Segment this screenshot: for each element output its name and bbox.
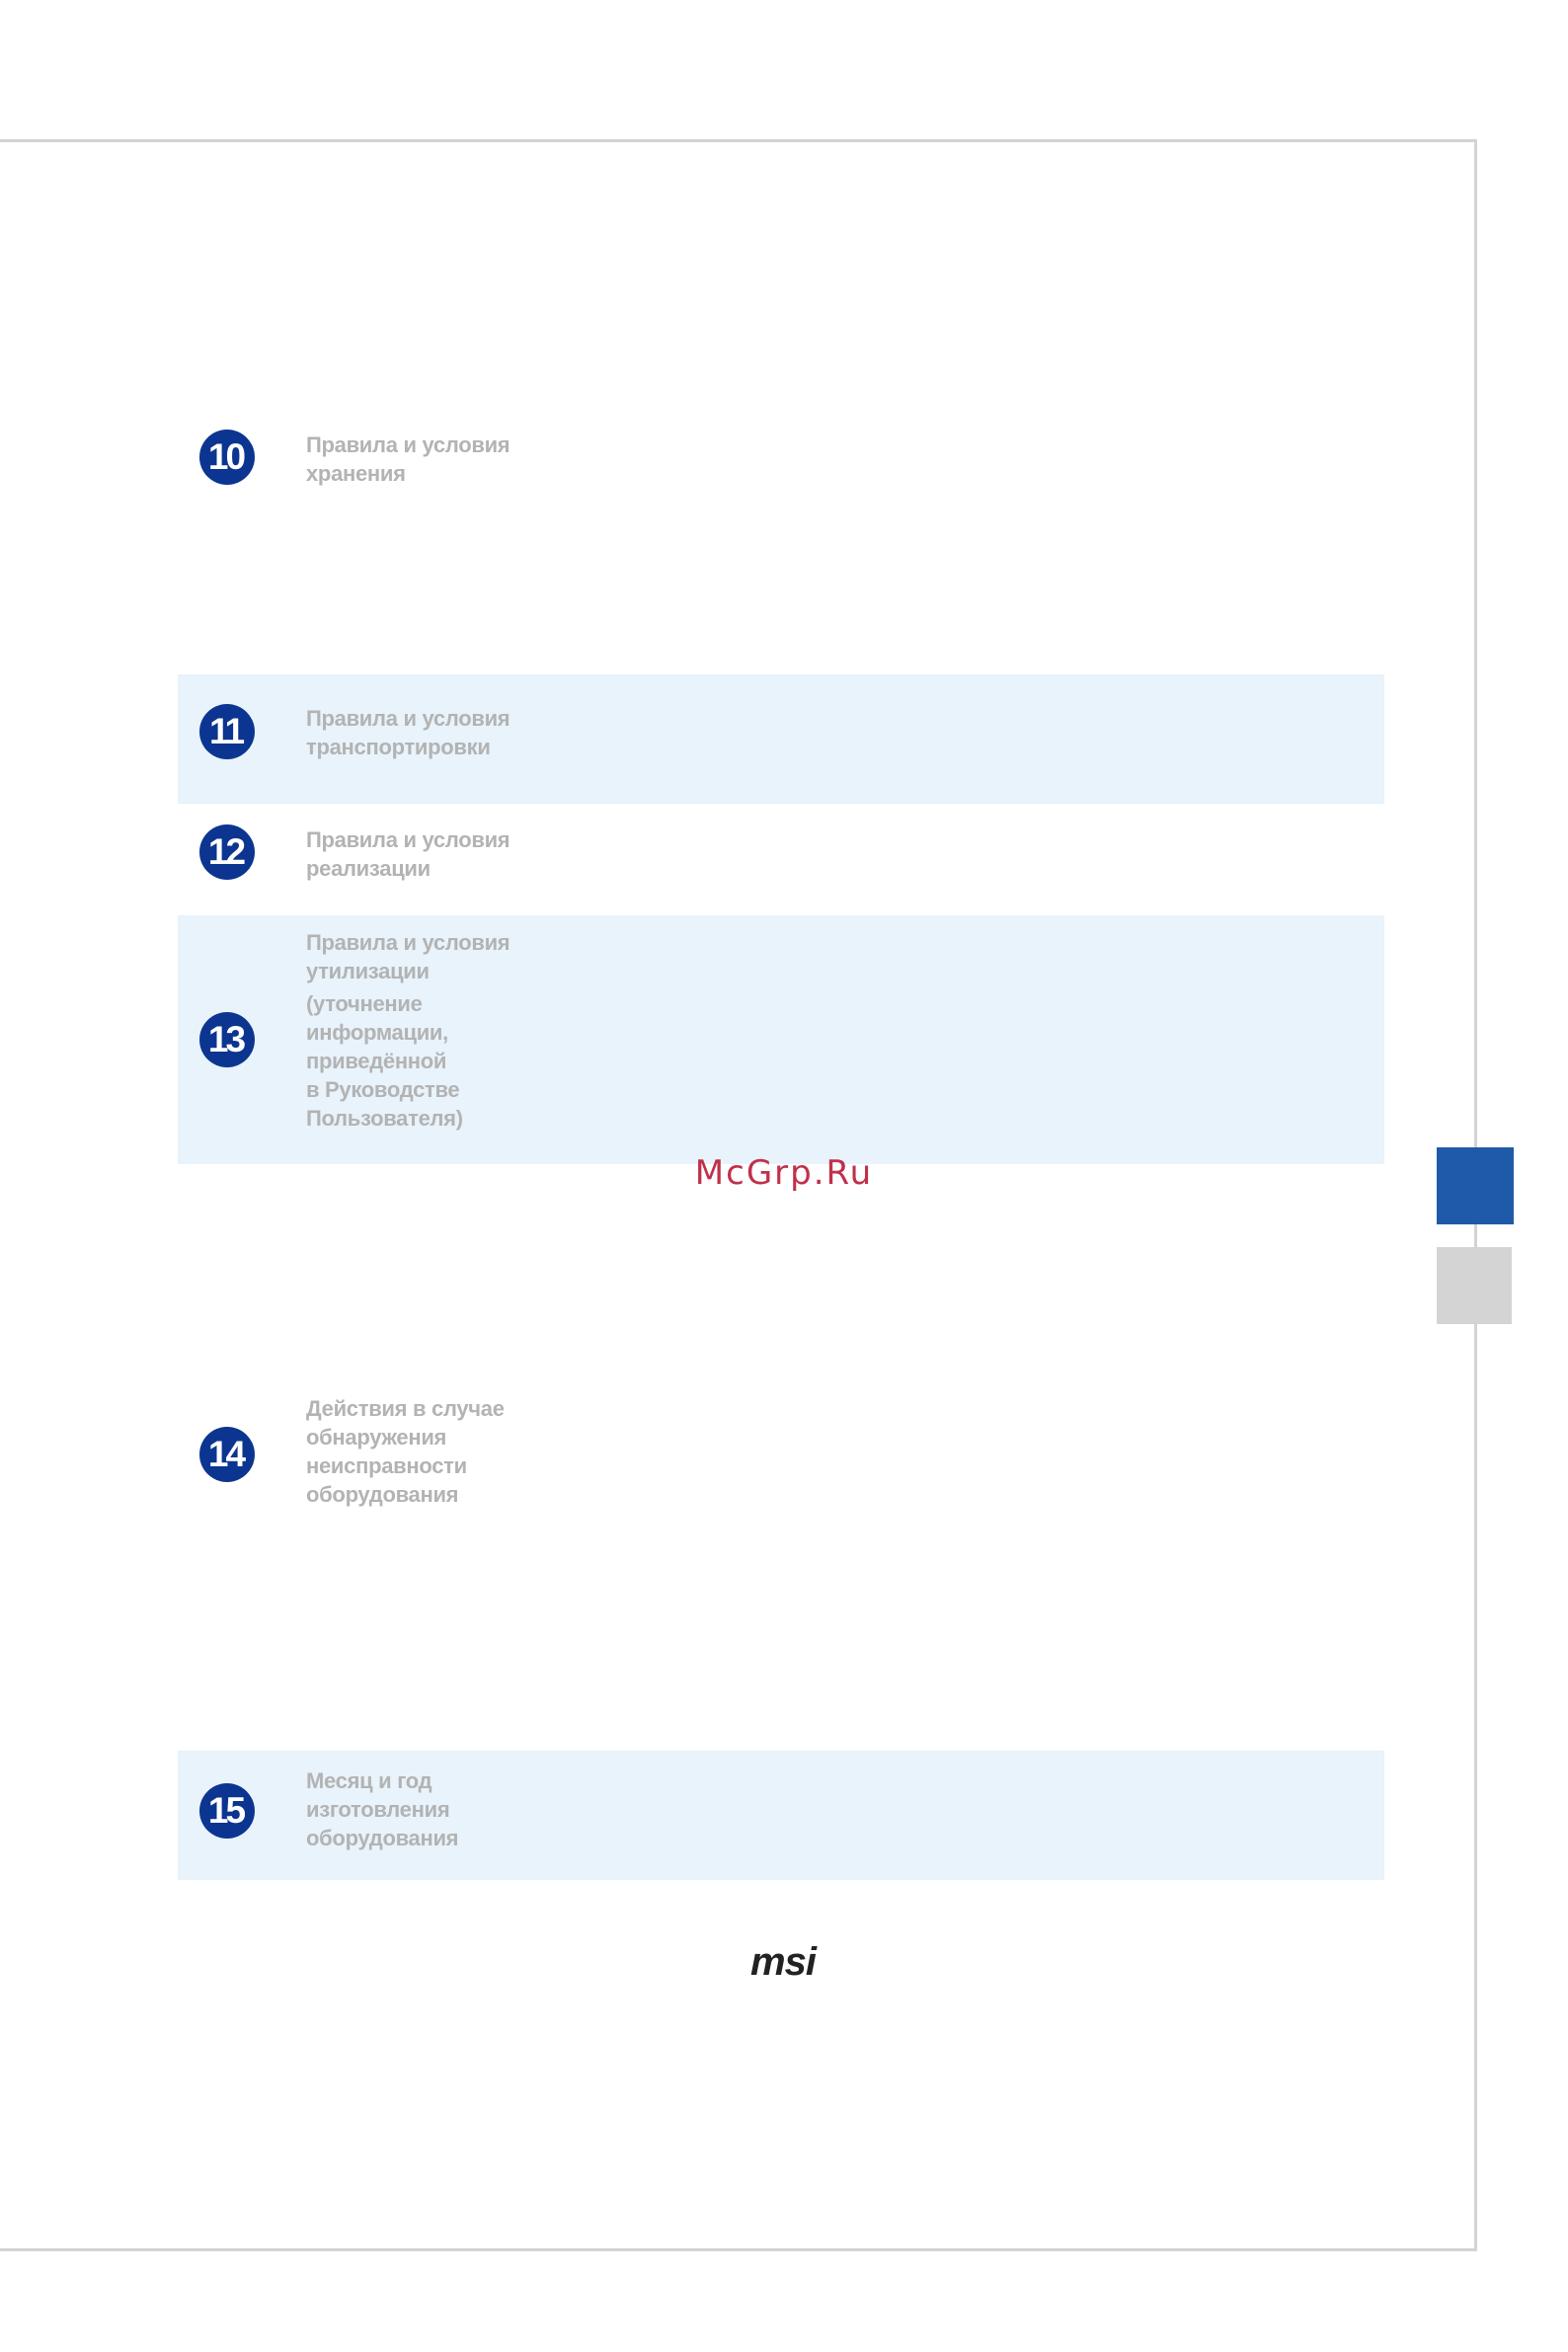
section-14: [178, 1394, 1384, 1513]
section-title-line: реализации: [306, 856, 431, 881]
section-title-line: хранения: [306, 461, 406, 486]
chapter-tab: [1437, 1247, 1512, 1324]
section-title-line: Правила и условия: [306, 706, 510, 731]
section-title-line: утилизации: [306, 959, 430, 983]
section-title: [306, 1766, 563, 1852]
section-note-line: (уточнение: [306, 991, 423, 1016]
section-title-line: транспортировки: [306, 735, 491, 759]
section-10: [178, 430, 1384, 489]
section-title-line: Правила и условия: [306, 827, 510, 852]
section-12: [178, 824, 1384, 884]
section-number-badge: 13: [199, 1012, 255, 1067]
watermark: McGrp.Ru: [694, 1153, 874, 1193]
section-15: [178, 1766, 1384, 1865]
section-title-line: Действия в случае: [306, 1396, 505, 1421]
chapter-tab-active: [1437, 1147, 1514, 1224]
section-number-badge: 11: [199, 704, 255, 759]
section-title-line: неисправности: [306, 1453, 467, 1478]
section-title: [306, 704, 563, 761]
section-note-line: приведённой: [306, 1049, 447, 1073]
section-title: [306, 1394, 563, 1509]
section-note-line: в Руководстве: [306, 1077, 460, 1102]
section-note-line: информации,: [306, 1020, 448, 1045]
section-title-line: Правила и условия: [306, 432, 510, 457]
section-title-line: изготовления: [306, 1797, 450, 1822]
msi-logo: msi: [750, 1940, 816, 1984]
section-number-badge: 10: [199, 430, 255, 485]
section-title-line: Правила и условия: [306, 930, 510, 955]
section-title-line: обнаружения: [306, 1425, 447, 1450]
section-title-line: оборудования: [306, 1826, 459, 1850]
section-title: [306, 431, 563, 488]
section-title-line: оборудования: [306, 1482, 459, 1507]
section-11: [178, 704, 1384, 763]
section-number-badge: 15: [199, 1783, 255, 1839]
section-number-badge: 14: [199, 1427, 255, 1482]
section-title: [306, 825, 563, 883]
section-number-badge: 12: [199, 824, 255, 880]
section-13: [178, 928, 1384, 1155]
section-title-line: Месяц и год: [306, 1768, 432, 1793]
section-note-line: Пользователя): [306, 1106, 463, 1131]
section-title: [306, 928, 563, 1133]
